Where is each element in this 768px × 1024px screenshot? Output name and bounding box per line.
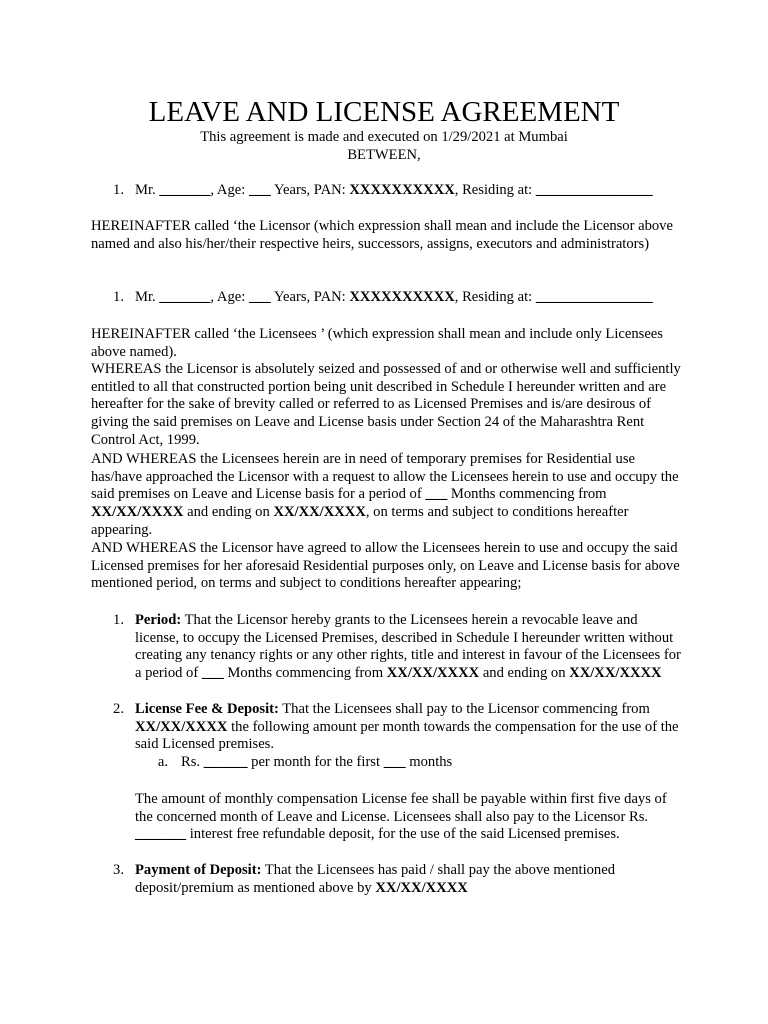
party-1-details: Mr. _______, Age: ___ Years, PAN: XXXXXXXXXX, Residing at: ________________ xyxy=(135,182,653,198)
whereas-paragraph-1: WHEREAS the Licensor is absolutely seized and possessed of and or otherwise well and sufficiently entitled to all that constructed portion being unit described in Schedule I hereunder written and are hereafter for the sake of brevity called or referred to as Licensed Premises and is/are desirous of giving the said premises on Leave and License basis under Section 24 of the Maharashtra Rent Control Act, 1999. xyxy=(91,361,681,448)
list-number: 1. xyxy=(113,289,124,305)
clause-period-text: Period: That the Licensor hereby grants to the Licensees herein a revocable leave and license, to occupy the Licensed Premises, described in Schedule I hereunder written without creating any tenancy rights or any other rights, title and interest in favour of the Licensees for a period of ___ Months commencing from XX/XX/XXXX and ending on XX/XX/XXXX xyxy=(135,612,681,682)
licensees-paragraph: HEREINAFTER called ‘the Licensees ’ (which expression shall mean and include only Licensees above named). xyxy=(91,326,663,360)
clause-deposit-text: Payment of Deposit: That the Licensees has paid / shall pay the above mentioned deposit/premium as mentioned above by XX/XX/XXXX xyxy=(135,862,615,896)
list-number: 1. xyxy=(113,612,124,628)
list-number: 3. xyxy=(113,862,124,878)
list-number: 1. xyxy=(113,182,124,198)
whereas-paragraph-2: AND WHEREAS the Licensees herein are in need of temporary premises for Residential use has/have approached the Licensor with a request to allow the Licensees herein to use and occupy the said premises on Leave and License basis for a period of ___ Months commencing from XX/XX/XXXX and ending on XX/XX/XXXX, on terms and subject to conditions hereafter appearing. xyxy=(91,451,679,538)
between-label: BETWEEN, xyxy=(347,147,421,163)
intro-line: This agreement is made and executed on 1/29/2021 at Mumbai xyxy=(200,129,568,145)
sub-list-letter: a. xyxy=(157,754,168,770)
licensor-paragraph: HEREINAFTER called ‘the Licensor (which expression shall mean and include the Licensor above named and also his/her/their respective heirs, successors, assigns, executors and administrators) xyxy=(91,218,673,252)
document-title: LEAVE AND LICENSE AGREEMENT xyxy=(148,96,620,128)
fee-payment-paragraph: The amount of monthly compensation License fee shall be payable within first five days of the concerned month of Leave and License. Licensees shall also pay to the Licensor Rs. _______ interest free refundable deposit, for the use of the said Licensed premises. xyxy=(135,791,667,843)
list-number: 2. xyxy=(113,701,124,717)
fee-subitem-text: Rs. ______ per month for the first ___ months xyxy=(181,754,453,770)
clause-fee-text: License Fee & Deposit: That the Licensees shall pay to the Licensor commencing from XX/XX/XXXX the following amount per month towards the compensation for the use of the said Licensed premises. xyxy=(135,701,679,753)
party-2-details: Mr. _______, Age: ___ Years, PAN: XXXXXXXXXX, Residing at: ________________ xyxy=(135,289,653,305)
whereas-paragraph-3: AND WHEREAS the Licensor have agreed to allow the Licensees herein to use and occupy the said Licensed premises for her aforesaid Residential purposes only, on Leave and License basis for above mentioned period, on terms and subject to conditions hereafter appearing; xyxy=(91,540,680,592)
